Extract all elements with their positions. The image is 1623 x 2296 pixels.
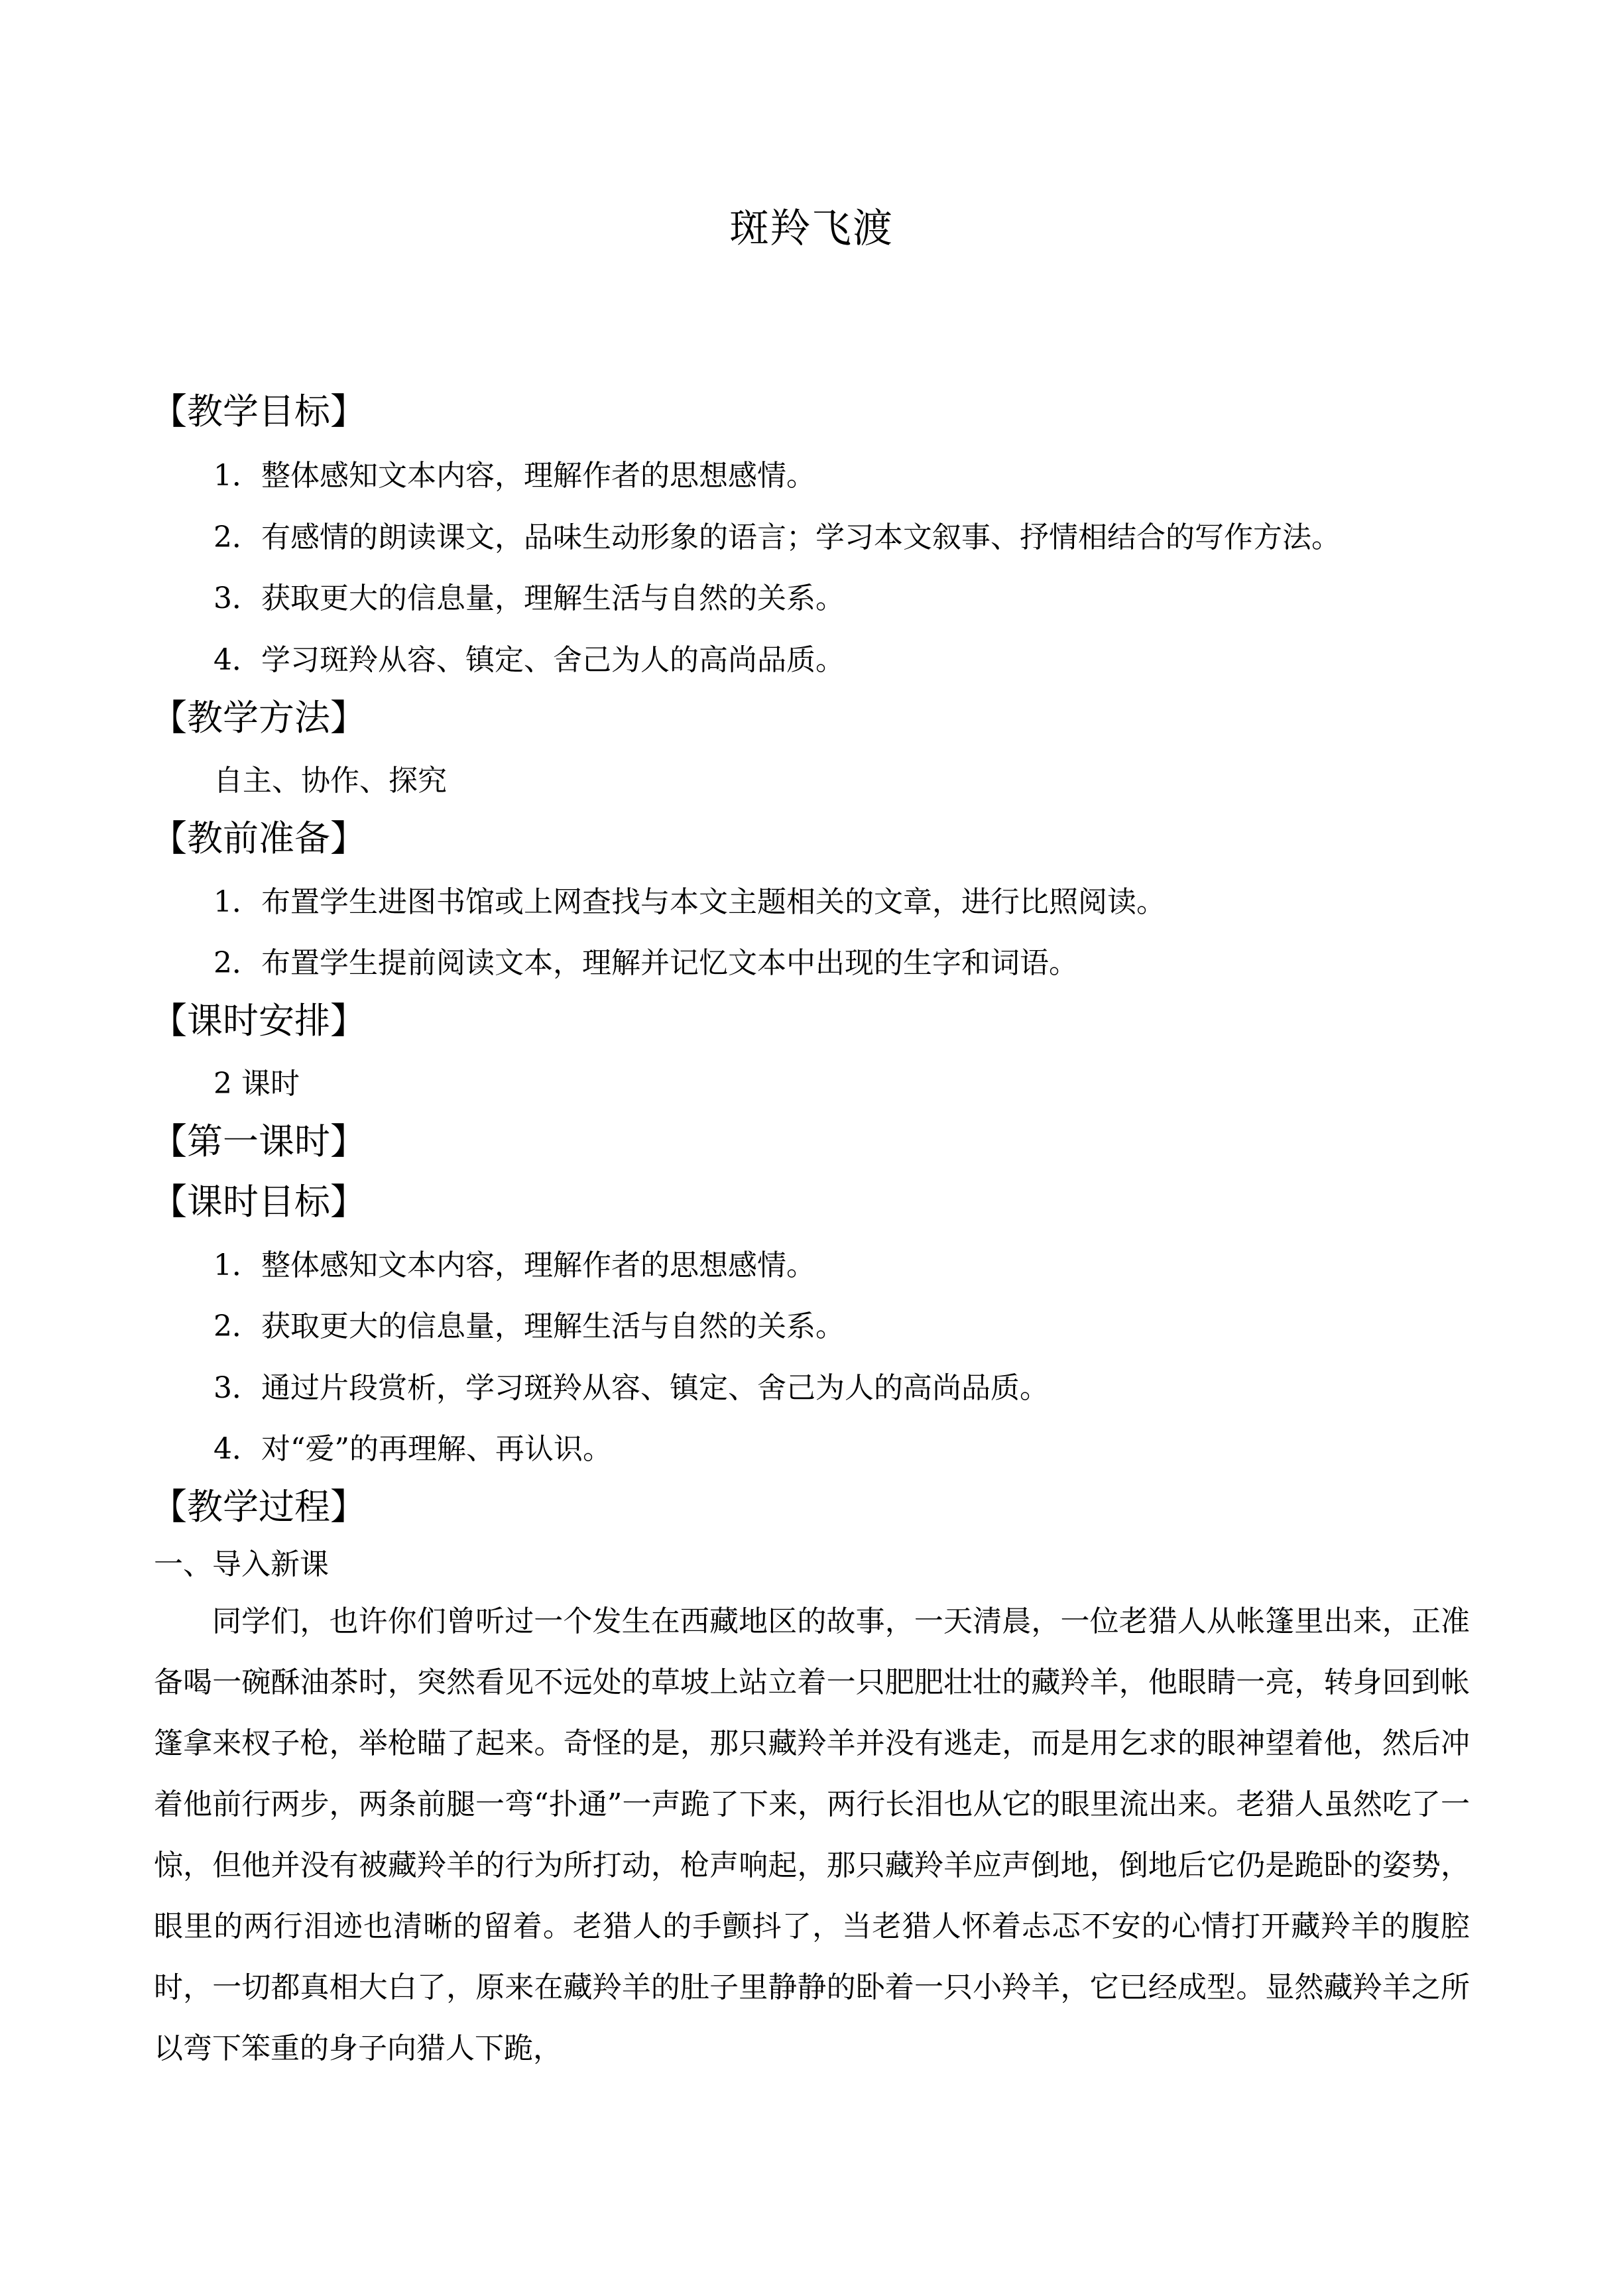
preparation-item-2: 2．布置学生提前阅读文本，理解并记忆文本中出现的生字和词语。	[213, 946, 1078, 980]
objective-item-1: 1．整体感知文本内容，理解作者的思想感情。	[213, 459, 815, 493]
lesson-objective-item-4: 4．对“爱”的再理解、再认识。	[213, 1432, 612, 1466]
heading-teaching-methods: 【教学方法】	[151, 697, 366, 739]
heading-first-lesson: 【第一课时】	[151, 1120, 366, 1162]
objective-item-4: 4．学习斑羚从容、镇定、舍己为人的高尚品质。	[213, 643, 845, 677]
preparation-item-1: 1．布置学生进图书馆或上网查找与本文主题相关的文章，进行比照阅读。	[213, 885, 1166, 919]
process-subheading: 一、导入新课	[154, 1547, 329, 1581]
process-paragraph: 同学们，也许你们曾听过一个发生在西藏地区的故事，一天清晨，一位老猎人从帐篷里出来，正准备喝一碗酥油茶时，突然看见不远处的草坡上站立着一只肥肥壮壮的藏羚羊，他眼睛一亮，转身回到帐篷拿来杈子枪，举枪瞄了起来。奇怪的是，那只藏羚羊并没有逃走，而是用乞求的眼神望着他，然后冲着他前行两步，两条前腿一弯“扑通”一声跪了下来，两行长泪也从它的眼里流出来。老猎人虽然吃了一惊，但他并没有被藏羚羊的行为所打动，枪声响起，那只藏羚羊应声倒地，倒地后它仍是跪卧的姿势，眼里的两行泪迹也清晰的留着。老猎人的手颤抖了，当老猎人怀着忐忑不安的心情打开藏羚羊的腹腔时，一切都真相大白了，原来在藏羚羊的肚子里静静的卧着一只小羚羊，它已经成型。显然藏羚羊之所以弯下笨重的身子向猎人下跪，	[154, 1604, 1470, 2065]
heading-teaching-process: 【教学过程】	[151, 1486, 366, 1528]
objective-item-2: 2．有感情的朗读课文，品味生动形象的语言；学习本文叙事、抒情相结合的写作方法。	[213, 520, 1341, 554]
document-title: 斑羚飞渡	[729, 206, 894, 252]
heading-preparation: 【教前准备】	[151, 817, 366, 859]
lesson-objective-item-3: 3．通过片段赏析，学习斑羚从容、镇定、舍己为人的高尚品质。	[213, 1371, 1049, 1405]
heading-schedule: 【课时安排】	[151, 1000, 366, 1042]
heading-teaching-objectives: 【教学目标】	[151, 391, 366, 432]
objective-item-3: 3．获取更大的信息量，理解生活与自然的关系。	[213, 581, 845, 615]
lesson-objective-item-1: 1．整体感知文本内容，理解作者的思想感情。	[213, 1248, 815, 1282]
schedule-item: 2 课时	[213, 1067, 300, 1101]
heading-lesson-objectives: 【课时目标】	[151, 1181, 366, 1223]
method-item: 自主、协作、探究	[213, 764, 447, 798]
lesson-objective-item-2: 2．获取更大的信息量，理解生活与自然的关系。	[213, 1309, 845, 1343]
